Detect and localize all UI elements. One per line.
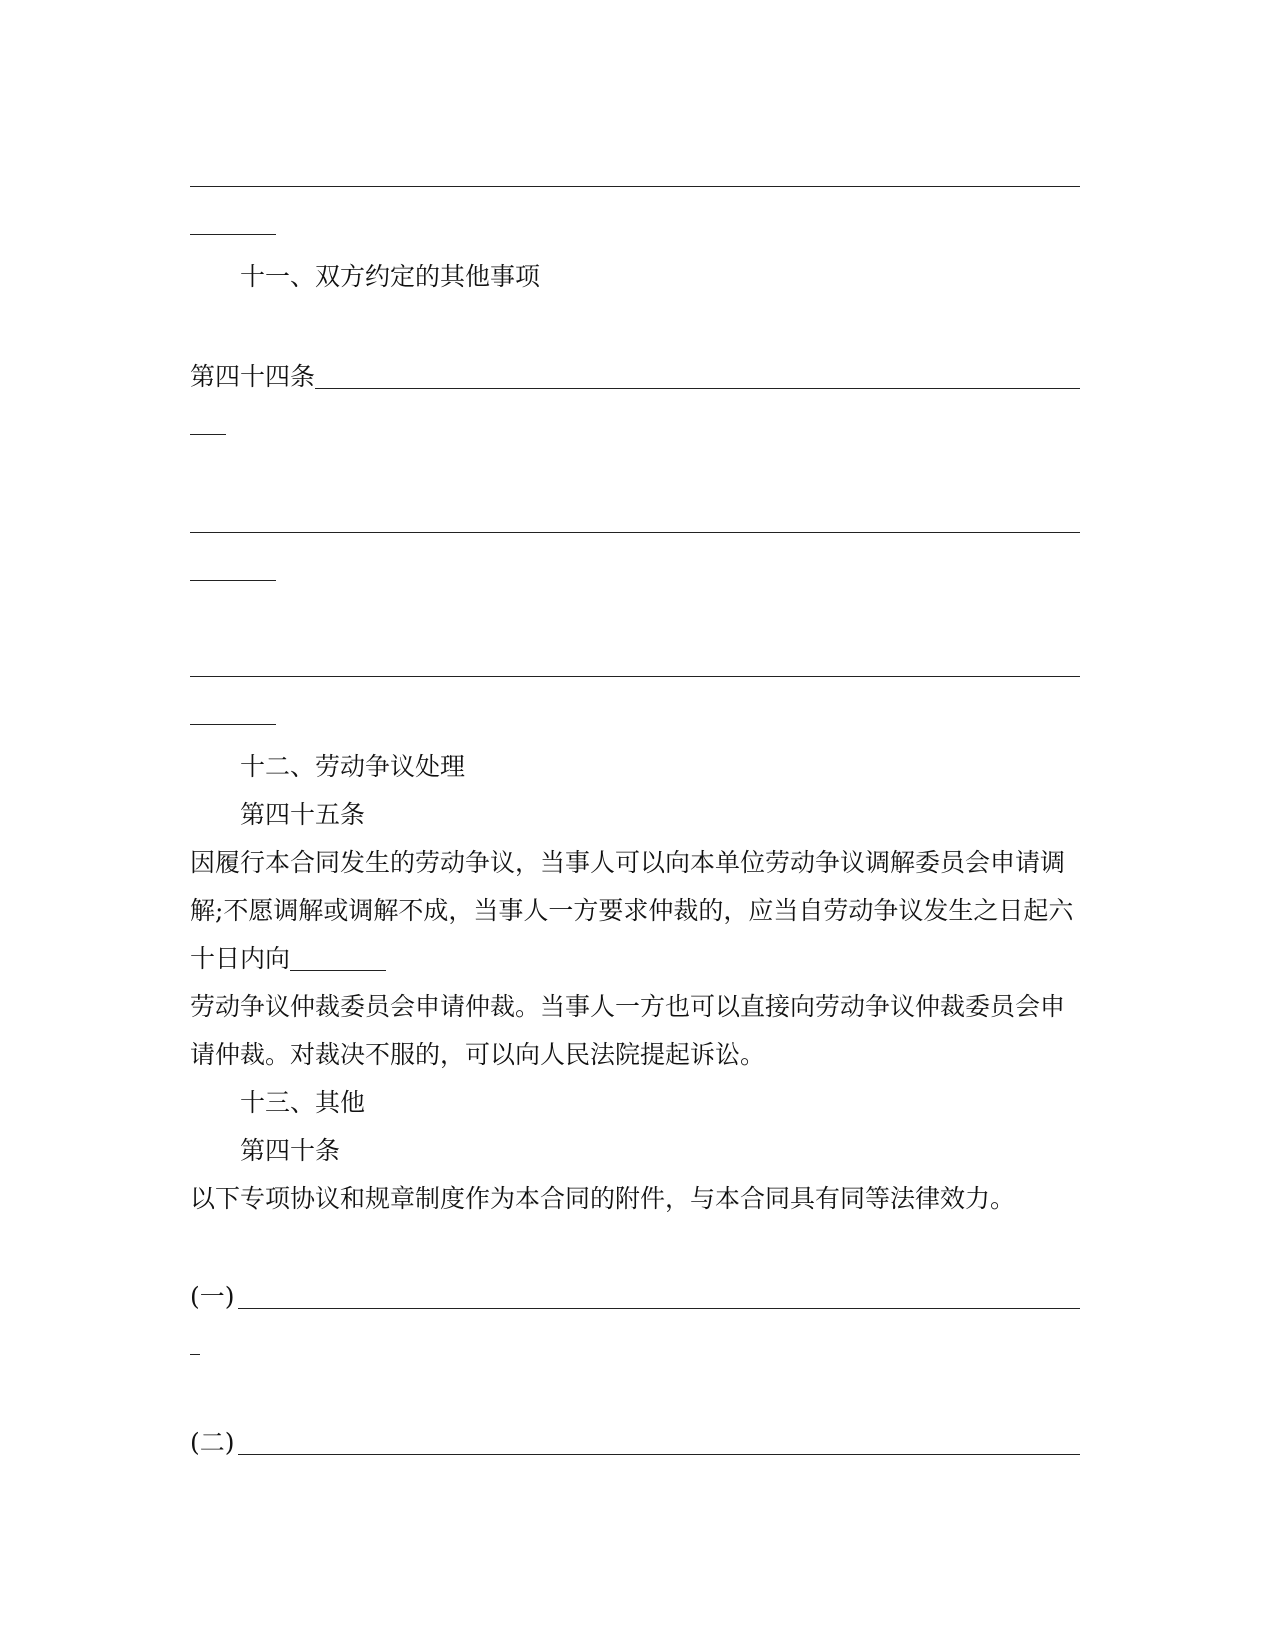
article-45-text-line-2: 解;不愿调解或调解不成，当事人一方要求仲裁的，应当自劳动争议发生之日起六 [190, 896, 1074, 925]
underline [190, 532, 1080, 533]
underline [190, 676, 1080, 677]
arbitration-committee-blank[interactable] [290, 946, 390, 976]
blank-fill-line-2-cont[interactable] [190, 564, 280, 594]
attachment-item-2-label: (二) [190, 1428, 235, 1457]
underline [190, 724, 276, 725]
underline [290, 970, 386, 971]
blank-fill-line-3-cont[interactable] [190, 708, 280, 738]
section-13-heading: 十三、其他 [240, 1088, 366, 1117]
article-40-label: 第四十条 [240, 1136, 341, 1165]
attachment-item-1-blank-cont[interactable] [190, 1330, 204, 1360]
article-45-text-line-1: 因履行本合同发生的劳动争议，当事人可以向本单位劳动争议调解委员会申请调 [190, 848, 1066, 877]
article-44-label: 第四十四条 [190, 362, 316, 391]
article-45-label: 第四十五条 [240, 800, 366, 829]
underline [190, 234, 276, 235]
blank-fill-line-2[interactable] [190, 516, 1080, 546]
blank-fill-line-1-cont[interactable] [190, 218, 280, 248]
section-12-heading: 十二、劳动争议处理 [240, 752, 466, 781]
underline [190, 186, 1080, 187]
attachment-item-2-blank[interactable] [238, 1430, 1080, 1460]
underline [190, 1354, 200, 1355]
article-44-blank[interactable] [315, 364, 1080, 394]
article-45-text-line-3: 十日内向 [190, 944, 291, 973]
underline [238, 1308, 1080, 1309]
article-45-text-line-5: 请仲裁。对裁决不服的，可以向人民法院提起诉讼。 [190, 1040, 766, 1069]
underline [238, 1454, 1080, 1455]
attachment-item-1-blank[interactable] [238, 1284, 1080, 1314]
article-40-text: 以下专项协议和规章制度作为本合同的附件，与本合同具有同等法律效力。 [190, 1184, 1016, 1213]
underline [190, 434, 226, 435]
underline [315, 388, 1080, 389]
attachment-item-1-label: (一) [190, 1282, 235, 1311]
article-45-text-line-4: 劳动争议仲裁委员会申请仲裁。当事人一方也可以直接向劳动争议仲裁委员会申 [190, 992, 1066, 1021]
underline [190, 580, 276, 581]
blank-fill-line-1[interactable] [190, 170, 1080, 200]
blank-fill-line-3[interactable] [190, 660, 1080, 690]
section-11-heading: 十一、双方约定的其他事项 [240, 262, 541, 291]
article-44-blank-cont[interactable] [190, 410, 230, 440]
